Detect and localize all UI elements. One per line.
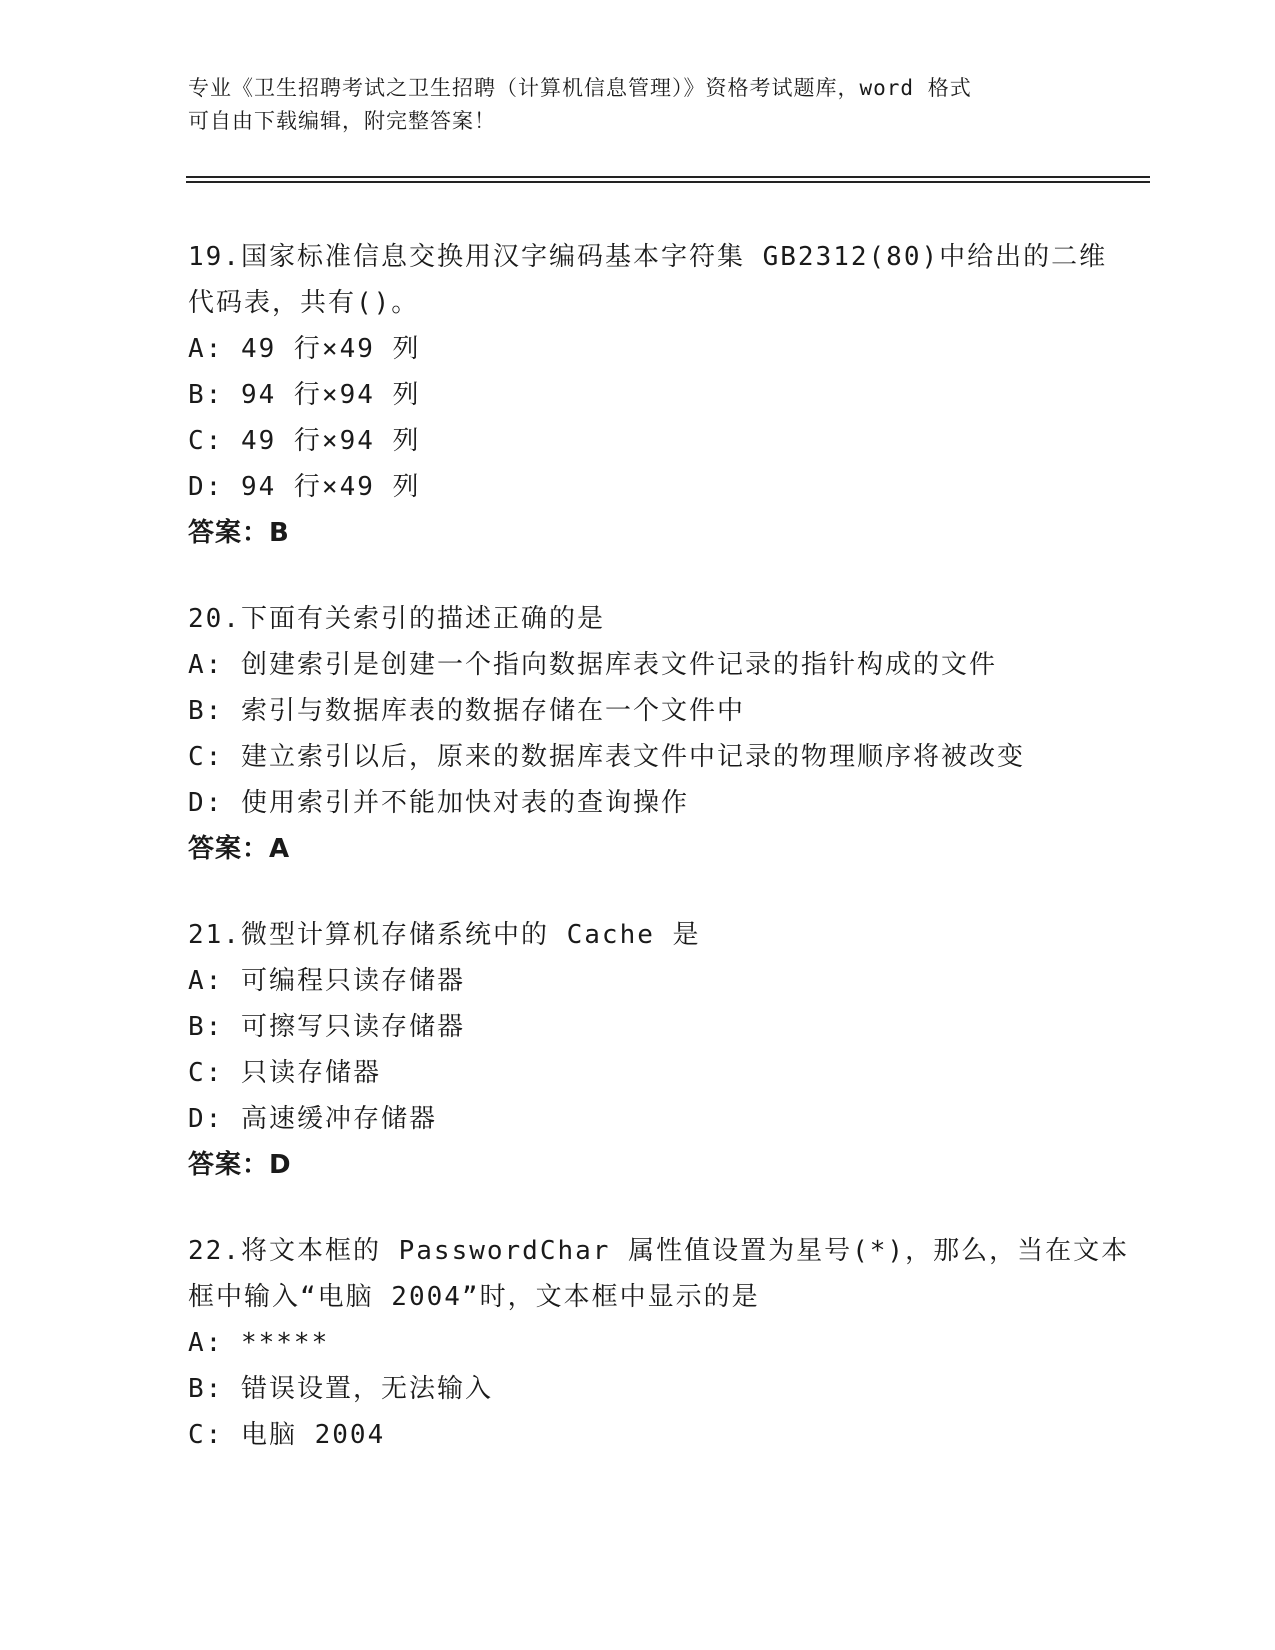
- option-a: A: *****: [188, 1328, 330, 1358]
- question-stem-continued: 框中输入“电脑 2004”时，文本框中显示的是: [188, 1282, 760, 1312]
- option-a: A: 创建索引是创建一个指向数据库表文件记录的指针构成的文件: [188, 650, 997, 680]
- question-20: [188, 596, 1088, 872]
- answer: 答案：D: [188, 1150, 292, 1180]
- answer: 答案：B: [188, 518, 290, 548]
- option-c: C: 只读存储器: [188, 1058, 381, 1088]
- question-stem: 20.下面有关索引的描述正确的是: [188, 604, 605, 634]
- option-a: A: 49 行×49 列: [188, 334, 421, 364]
- question-stem: 22.将文本框的 PasswordChar 属性值设置为星号(*)，那么，当在文本: [188, 1236, 1130, 1266]
- question-list: [188, 234, 1130, 1498]
- option-b: B: 错误设置，无法输入: [188, 1374, 493, 1404]
- option-c: C: 建立索引以后，原来的数据库表文件中记录的物理顺序将被改变: [188, 742, 1025, 772]
- question-21: [188, 912, 1088, 1188]
- option-b: B: 索引与数据库表的数据存储在一个文件中: [188, 696, 745, 726]
- question-19: [188, 234, 1108, 556]
- option-a: A: 可编程只读存储器: [188, 966, 465, 996]
- question-stem: 21.微型计算机存储系统中的 Cache 是: [188, 920, 701, 950]
- header-line-2: 可自由下载编辑，附完整答案！: [188, 109, 496, 133]
- question-22: [188, 1228, 1130, 1458]
- question-stem: 19.国家标准信息交换用汉字编码基本字符集 GB2312(80)中给出的二维: [188, 242, 1108, 272]
- option-b: B: 94 行×94 列: [188, 380, 421, 410]
- question-stem-continued: 代码表，共有()。: [188, 288, 420, 318]
- option-b: B: 可擦写只读存储器: [188, 1012, 465, 1042]
- document-header: [188, 72, 1068, 138]
- answer: 答案：A: [188, 834, 291, 864]
- option-d: D: 高速缓冲存储器: [188, 1104, 437, 1134]
- header-divider: [186, 176, 1150, 183]
- header-line-1: 专业《卫生招聘考试之卫生招聘（计算机信息管理）》资格考试题库，word 格式: [188, 76, 972, 100]
- option-d: D: 使用索引并不能加快对表的查询操作: [188, 788, 689, 818]
- option-d: D: 94 行×49 列: [188, 472, 421, 502]
- option-c: C: 电脑 2004: [188, 1420, 386, 1450]
- option-c: C: 49 行×94 列: [188, 426, 421, 456]
